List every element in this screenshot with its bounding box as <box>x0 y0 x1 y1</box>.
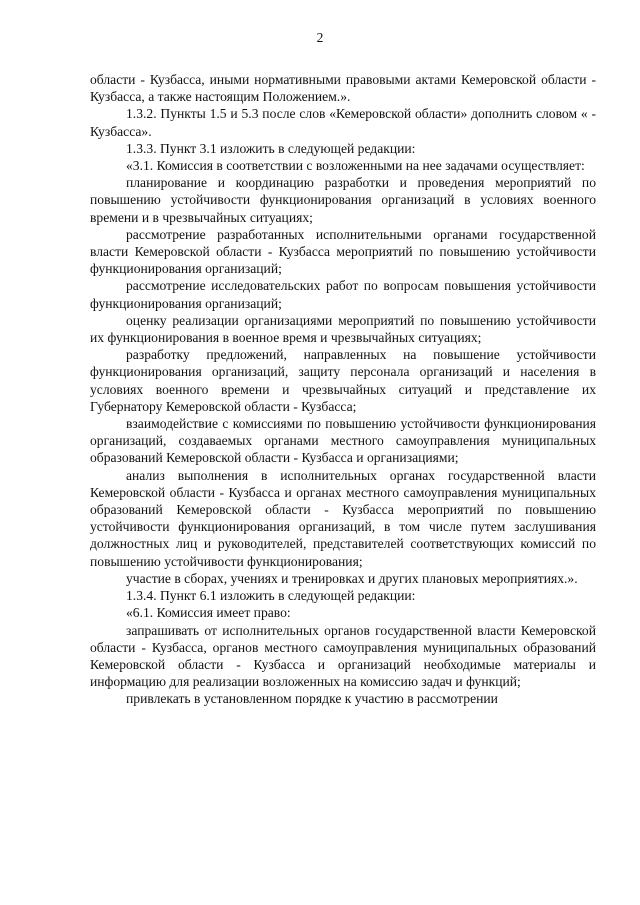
paragraph-3: 1.3.3. Пункт 3.1 изложить в следующей редакции: <box>126 140 416 156</box>
paragraph-5: планирование и координацию разработки и проведения мероприятий по повышению устойчивости функционирования организаций в условиях военного времени и в чрезвычайных ситуациях; <box>90 175 596 225</box>
page-number: 2 <box>316 30 324 45</box>
paragraph-8: оценку реализации организациями мероприятий по повышению устойчивости их функционирования в военное время и чрезвычайных ситуациях; <box>90 312 596 346</box>
paragraph-2: 1.3.2. Пункты 1.5 и 5.3 после слов «Кемеровской области» дополнить словом « - Кузбасса». <box>90 106 596 139</box>
paragraph-13: 1.3.4. Пункт 6.1 изложить в следующей редакции: <box>126 588 416 604</box>
paragraph-7: рассмотрение исследовательских работ по вопросам повышения устойчивости функционирования организаций; <box>90 278 596 311</box>
paragraph-14: «6.1. Комиссия имеет право: <box>126 605 291 621</box>
paragraph-1: области - Кузбасса, иными нормативными правовыми актами Кемеровской области - Кузбасса, а также настоящим Положением.». <box>90 72 596 105</box>
paragraph-11: анализ выполнения в исполнительных органах государственной власти Кемеровской области - Кузбасса и органах местного самоуправления муниципальных образований Кемеровской области - Кузбасса мероприятий по повышению устойчивости функционирования организаций, в том числе путем заслушивания должностных лиц и руководителей, представителей соответствующих комиссий по повышению устойчивости функционирования; <box>90 467 596 569</box>
document-body <box>90 71 596 708</box>
paragraph-6: рассмотрение разработанных исполнительными органами государственной власти Кемеровской области - Кузбасса мероприятий по повышению устойчивости функционирования организаций; <box>90 226 596 277</box>
paragraph-10: взаимодействие с комиссиями по повышению устойчивости функционирования организаций, создаваемых органами местного самоуправления муниципальных образований Кемеровской области - Кузбасса и организациями; <box>90 416 596 466</box>
paragraph-4: «3.1. Комиссия в соответствии с возложенными на нее задачами осуществляет: <box>126 158 585 174</box>
paragraph-15: запрашивать от исполнительных органов государственной власти Кемеровской области - Кузбасса, органов местного самоуправления муниципальных образований Кемеровской области - Кузбасса и организаций необходимые материалы и информацию для реализации возложенных на комиссию задач и функций; <box>90 622 596 690</box>
paragraph-16: привлекать в установленном порядке к участию в рассмотрении <box>126 691 498 707</box>
paragraph-9: разработку предложений, направленных на повышение устойчивости функционирования организаций, защиту персонала организаций и населения в условиях военного времени и чрезвычайных ситуаций и представление их Губернатору Кемеровской области - Кузбасса; <box>90 347 596 414</box>
paragraph-12: участие в сборах, учениях и тренировках и других плановых мероприятиях.». <box>126 570 578 586</box>
